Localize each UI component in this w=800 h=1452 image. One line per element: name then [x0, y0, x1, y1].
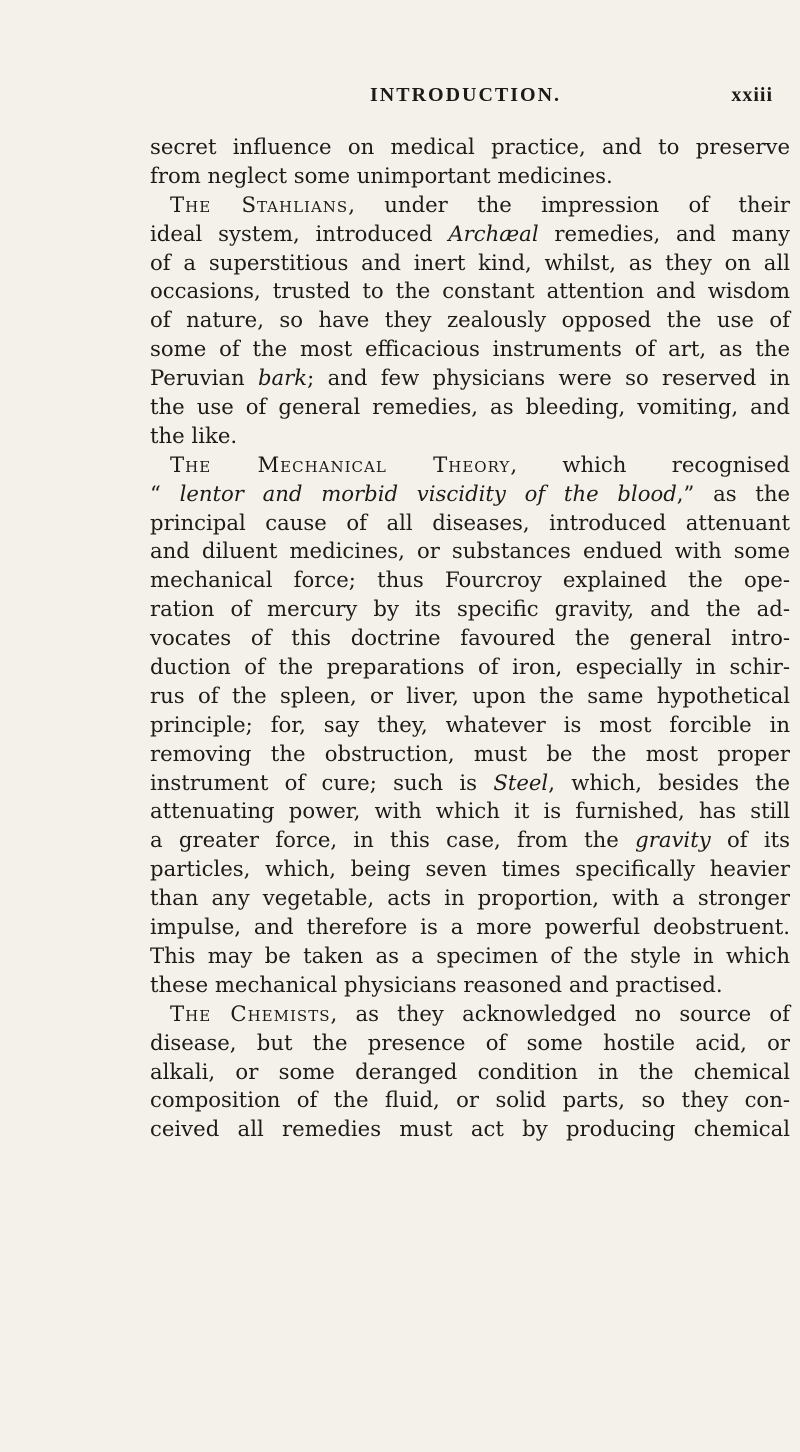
- text-line: “ lentor and morbid viscidity of the blood,” as the: [150, 480, 790, 506]
- text-line: instrument of cure; such is Steel, which, besides the: [150, 769, 790, 795]
- text-line: composition of the fluid, or solid parts, so they con-: [150, 1087, 790, 1113]
- text-line: from neglect some unimportant medicines.: [150, 162, 613, 188]
- text-line: mechanical force; thus Fourcroy explained the ope-: [150, 567, 790, 593]
- text-line: The Chemists, as they acknowledged no source of: [170, 1000, 790, 1026]
- text-line: alkali, or some deranged condition in the chemical: [150, 1058, 790, 1084]
- text-line: ration of mercury by its specific gravity, and the ad-: [150, 596, 790, 622]
- text-line: occasions, trusted to the constant attention and wisdom: [150, 278, 790, 304]
- text-line: these mechanical physicians reasoned and practised.: [150, 971, 723, 997]
- body-text: [150, 133, 790, 1144]
- text-line: removing the obstruction, must be the most proper: [150, 740, 790, 766]
- text-line: The Stahlians, under the impression of their: [170, 191, 790, 217]
- section-term: The Mechanical Theory: [170, 451, 511, 477]
- text-line: ideal system, introduced Archæal remedies, and many: [150, 220, 790, 246]
- text-line: Peruvian bark; and few physicians were so reserved in: [150, 365, 791, 391]
- text-line: The Mechanical Theory, which recognised: [170, 451, 790, 477]
- text-line: and diluent medicines, or substances endued with some: [150, 538, 790, 564]
- text-line: vocates of this doctrine favoured the general intro-: [150, 625, 790, 651]
- text-line: particles, which, being seven times specifically heavier: [150, 856, 790, 882]
- text-line: than any vegetable, acts in proportion, with a stronger: [150, 885, 790, 911]
- running-head: [150, 84, 790, 114]
- text-line: secret influence on medical practice, and to preserve: [150, 134, 790, 159]
- text-line: principal cause of all diseases, introduced attenuant: [150, 509, 790, 535]
- text-line: disease, but the presence of some hostile acid, or: [150, 1029, 790, 1055]
- text-line: of nature, so have they zealously opposed the use of: [150, 307, 790, 333]
- section-term: The Chemists: [170, 1000, 331, 1026]
- section-term: The Stahlians: [170, 191, 349, 217]
- page-number: xxiii: [731, 84, 773, 106]
- text-line: the like.: [150, 422, 238, 448]
- text-line: some of the most efficacious instruments of art, as the: [150, 336, 790, 362]
- running-title: INTRODUCTION.: [370, 84, 562, 106]
- text-line: of a superstitious and inert kind, whilst, as they on all: [150, 249, 790, 275]
- text-line: duction of the preparations of iron, especially in schir-: [150, 654, 790, 680]
- text-line: impulse, and therefore is a more powerful deobstruent.: [150, 914, 790, 940]
- text-line: This may be taken as a specimen of the style in which: [150, 942, 790, 968]
- text-line: ceived all remedies must act by producing chemical: [150, 1116, 790, 1142]
- text-line: a greater force, in this case, from the gravity of its: [150, 827, 790, 853]
- text-line: rus of the spleen, or liver, upon the same hypothetical: [150, 682, 790, 708]
- text-line: attenuating power, with which it is furnished, has still: [150, 798, 790, 824]
- text-line: the use of general remedies, as bleeding, vomiting, and: [150, 394, 790, 420]
- text-line: principle; for, say they, whatever is most forcible in: [150, 711, 790, 737]
